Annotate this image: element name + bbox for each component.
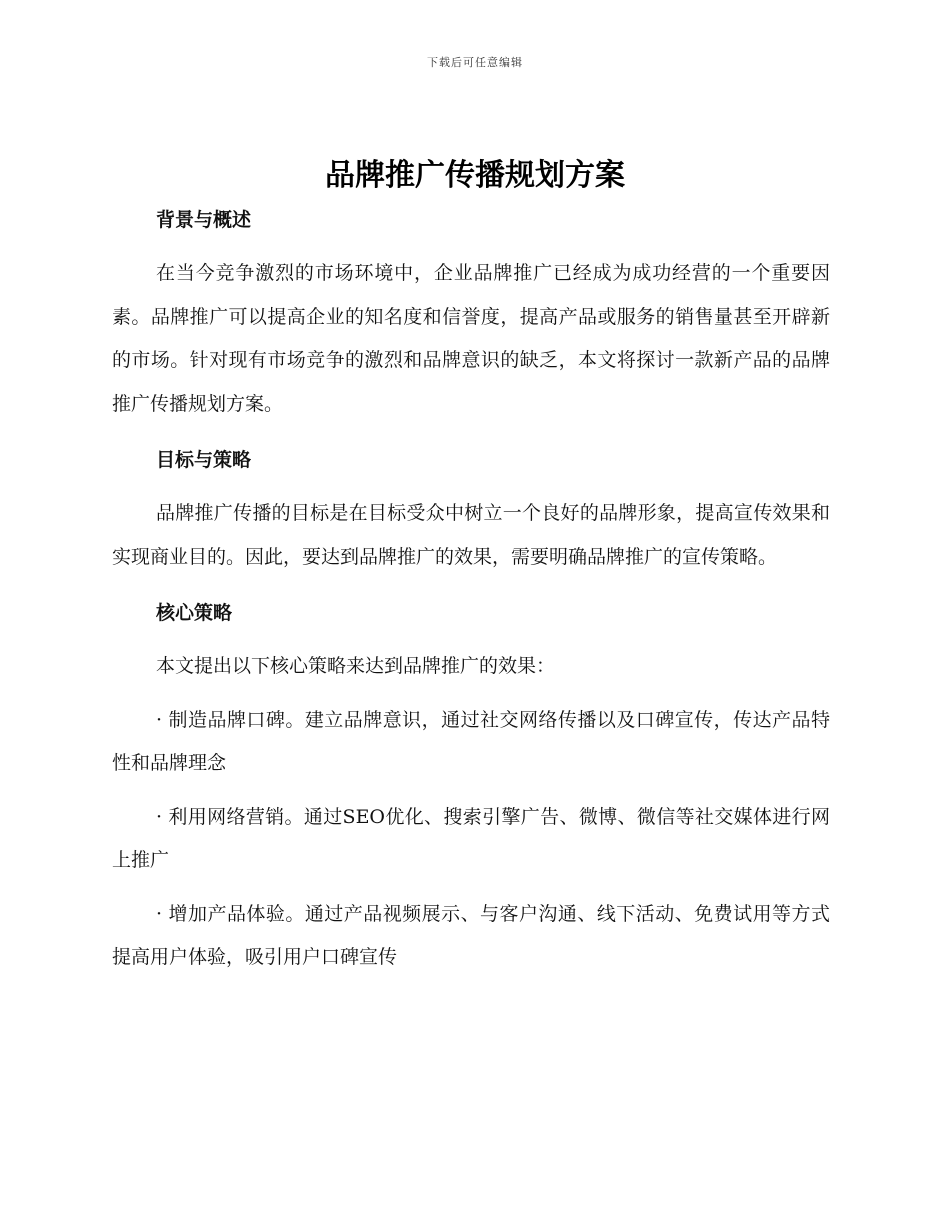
paragraph-core-intro: 本文提出以下核心策略来达到品牌推广的效果： (156, 655, 556, 677)
list-item-product-experience: · 增加产品体验。通过产品视频展示、与客户沟通、线下活动、免费试用等方式提高用户体验，吸引用户口碑宣传 (112, 902, 830, 968)
section-heading-goals: 目标与策略 (156, 449, 252, 471)
list-item-online-marketing: · 利用网络营销。通过SEO优化、搜索引擎广告、微博、微信等社交媒体进行网上推广 (112, 805, 830, 871)
section-heading-core-strategy: 核心策略 (156, 602, 233, 624)
paragraph-goals: 品牌推广传播的目标是在目标受众中树立一个良好的品牌形象，提高宣传效果和实现商业目的。因此，要达到品牌推广的效果，需要明确品牌推广的宣传策略。 (112, 502, 830, 568)
section-heading-background: 背景与概述 (156, 209, 252, 231)
list-item-word-of-mouth: · 制造品牌口碑。建立品牌意识，通过社交网络传播以及口碑宣传，传达产品特性和品牌理念 (112, 708, 830, 774)
document-body (112, 200, 830, 980)
document-title: 品牌推广传播规划方案 (325, 158, 625, 193)
paragraph-background: 在当今竞争激烈的市场环境中，企业品牌推广已经成为成功经营的一个重要因素。品牌推广可以提高企业的知名度和信誉度，提高产品或服务的销售量甚至开辟新的市场。针对现有市场竞争的激烈和品牌意识的缺乏，本文将探讨一款新产品的品牌推广传播规划方案。 (112, 262, 830, 415)
page-header-note: 下载后可任意编辑 (427, 56, 523, 69)
